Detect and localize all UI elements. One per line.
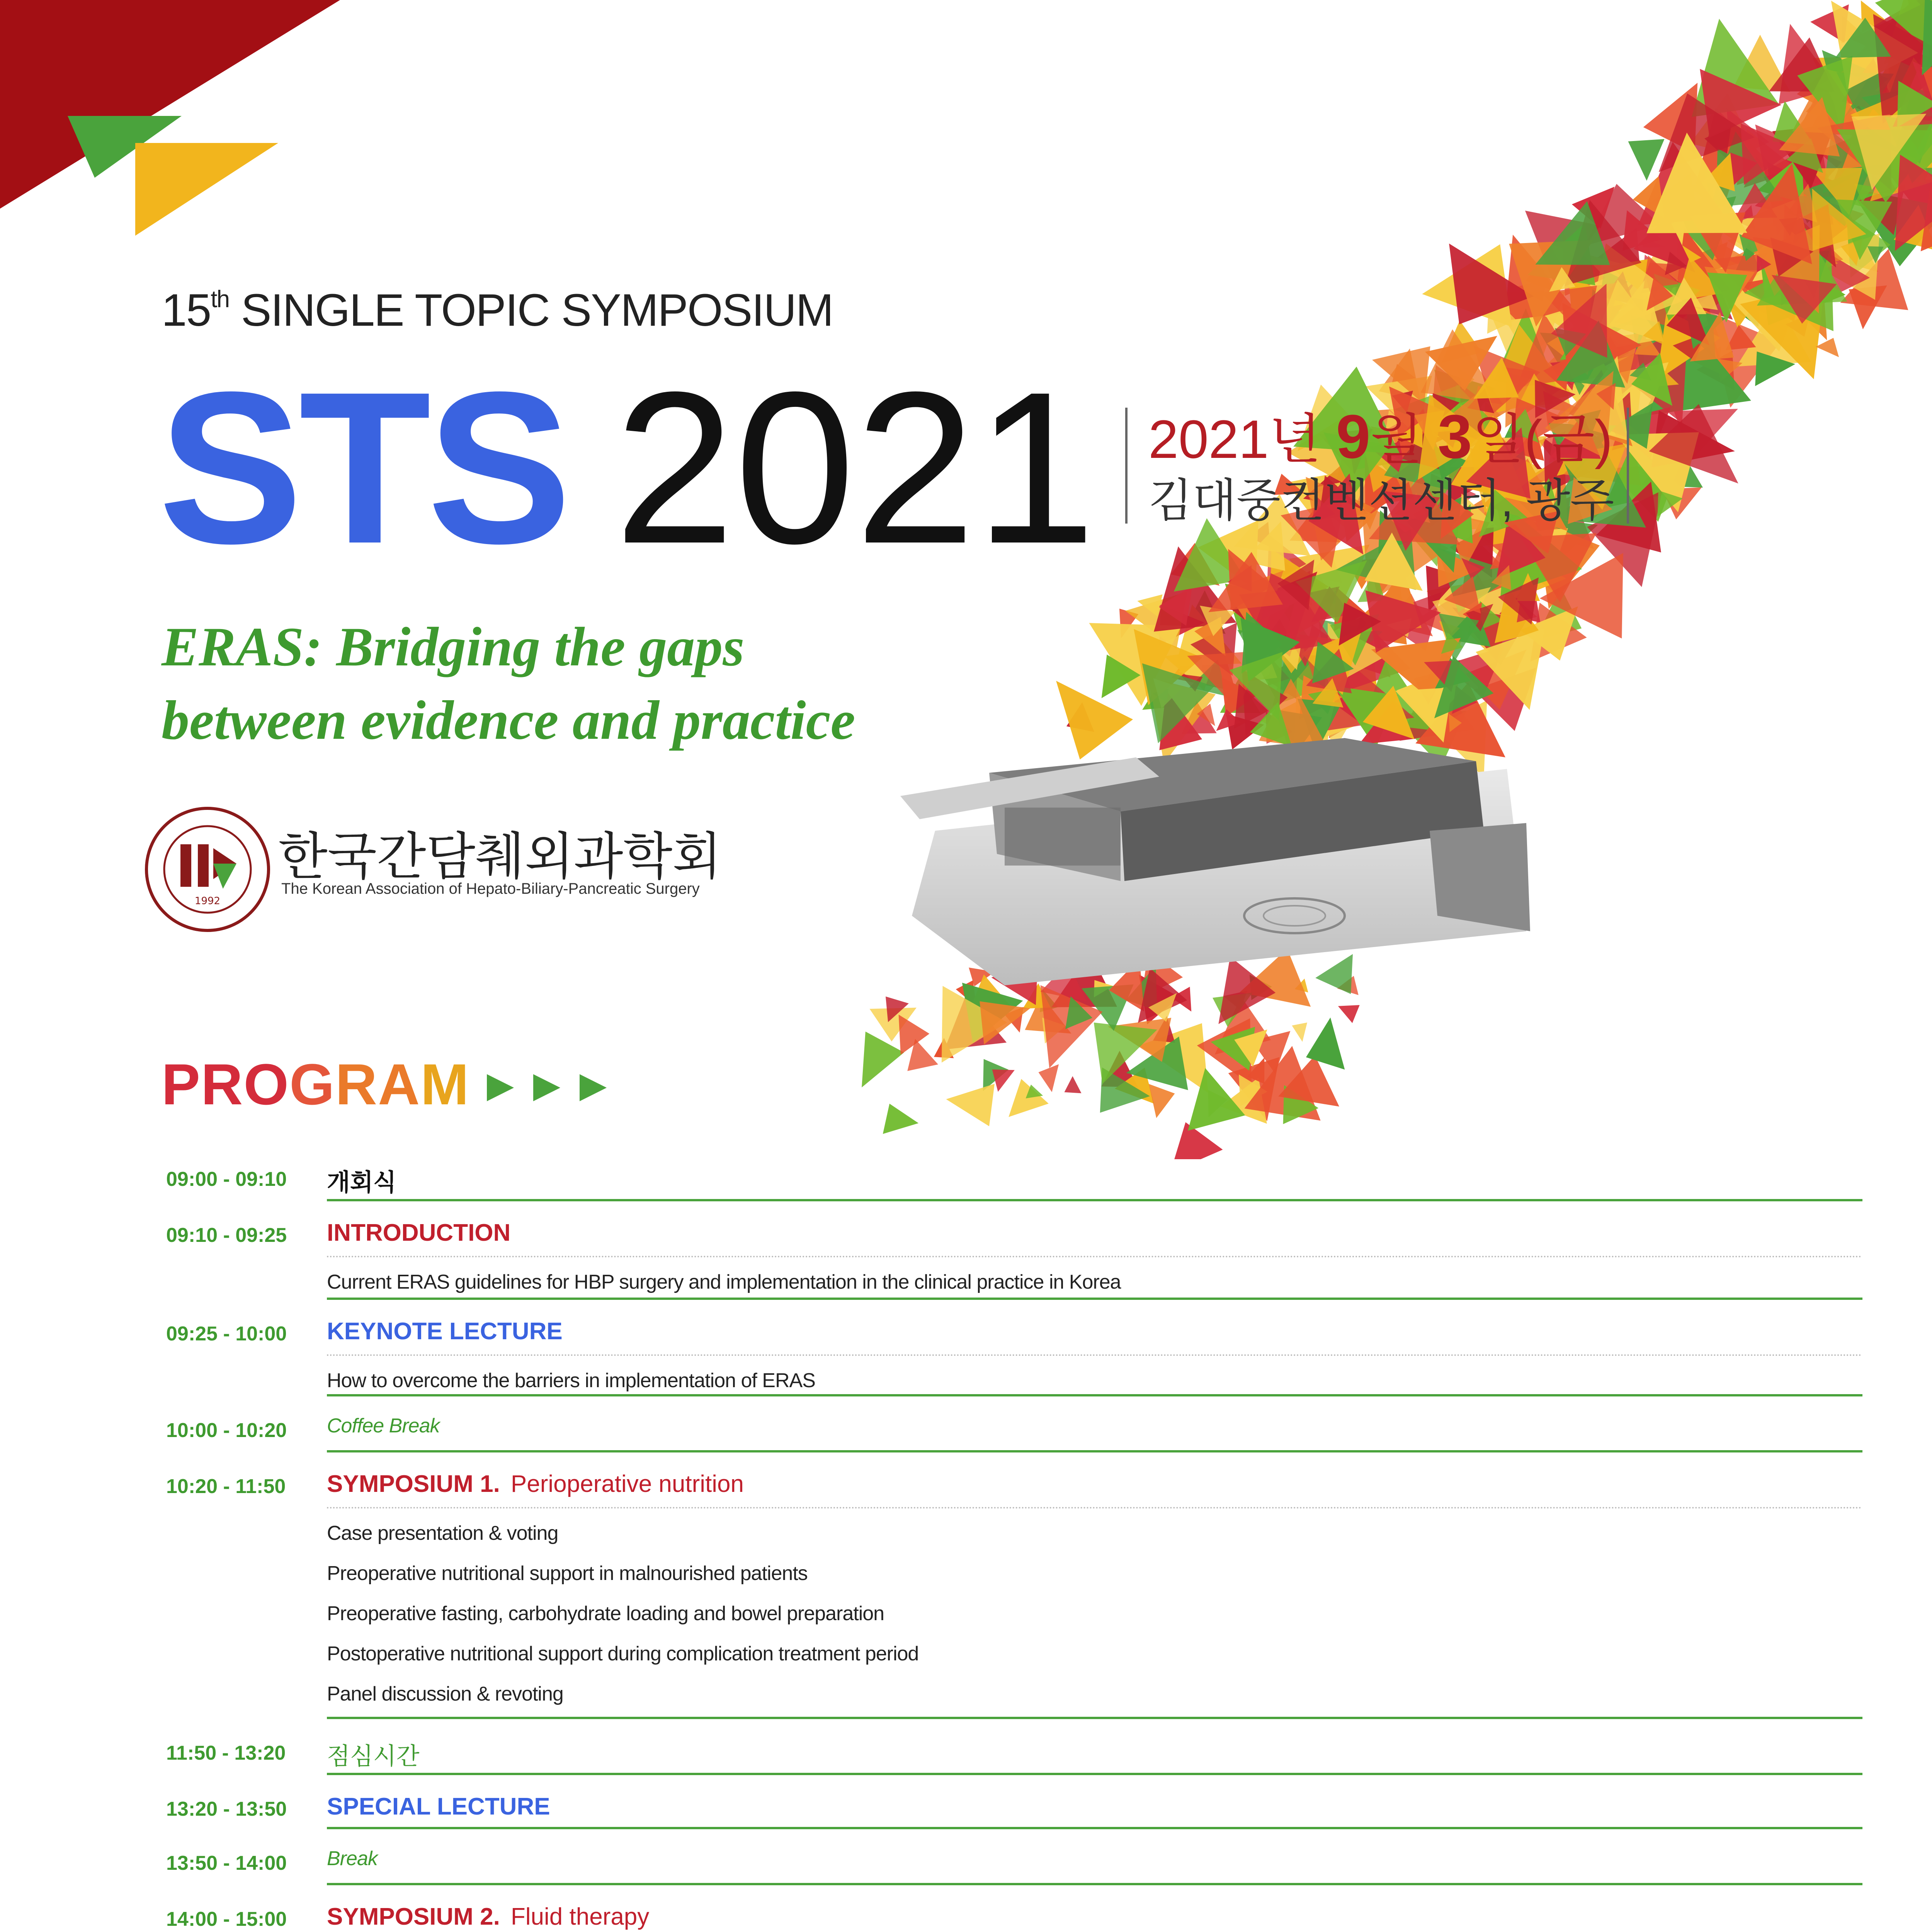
confetti-triangle <box>1292 1022 1307 1042</box>
session-talk: Preoperative nutritional support in malnourished patients <box>327 1562 808 1585</box>
date-day: 3 <box>1437 402 1472 471</box>
dotted-divider <box>327 1354 1862 1356</box>
session-subtitle: Fluid therapy <box>510 1903 650 1930</box>
corner-yellow-triangle <box>135 143 278 236</box>
confetti-triangle <box>946 1084 995 1126</box>
session-title-text: KEYNOTE LECTURE <box>327 1318 563 1345</box>
session-time: 09:00 - 09:10 <box>166 1168 287 1190</box>
date-divider-right <box>1627 408 1629 524</box>
session-talk: Panel discussion & revoting <box>327 1683 563 1705</box>
session-subtitle: Perioperative nutrition <box>510 1471 744 1497</box>
theme-line-1: ERAS: Bridging the gaps <box>162 616 745 678</box>
session-title-text: INTRODUCTION <box>327 1219 511 1246</box>
confetti-triangle <box>1065 1076 1082 1093</box>
ordinal-number: 15 <box>162 285 211 336</box>
session-time: 11:50 - 13:20 <box>166 1742 286 1764</box>
session-talk: Case presentation & voting <box>327 1522 558 1544</box>
session-talk: Postoperative nutritional support during complication treatment period <box>327 1643 919 1665</box>
session-title-text: 개회식 <box>327 1169 396 1196</box>
heading-part-3: RA <box>335 1052 421 1117</box>
section-divider <box>327 1450 1862 1452</box>
confetti-triangle <box>883 1104 918 1134</box>
symposium-subtitle <box>162 284 833 337</box>
session-title <box>327 1903 649 1930</box>
confetti-triangle <box>980 1001 1030 1044</box>
session-title-text: Break <box>327 1847 378 1870</box>
confetti-triangle <box>1816 338 1839 357</box>
heading-part-1: PRO <box>162 1052 290 1117</box>
symposium-theme <box>162 611 855 757</box>
acronym-title: STS <box>158 347 568 588</box>
triple-arrow-icon <box>483 1070 630 1105</box>
session-title-text: SYMPOSIUM 1. <box>327 1471 500 1497</box>
ordinal-suffix: th <box>211 286 229 313</box>
session-title-text: SYMPOSIUM 2. <box>327 1903 500 1930</box>
seal-year: 1992 <box>194 895 221 907</box>
confetti-triangle <box>1009 1079 1049 1117</box>
session-time: 13:20 - 13:50 <box>166 1798 287 1820</box>
section-divider <box>327 1717 1862 1719</box>
heading-part-2: G <box>289 1052 335 1117</box>
session-time: 09:10 - 09:25 <box>166 1224 287 1247</box>
corner-decoration <box>0 0 348 240</box>
session-title-text: 점심시간 <box>327 1743 420 1770</box>
section-divider <box>327 1394 1862 1396</box>
theme-line-2: between evidence and practice <box>162 690 855 751</box>
session-time: 10:00 - 10:20 <box>166 1419 287 1442</box>
program-heading <box>162 1051 469 1118</box>
confetti-triangle <box>862 1032 904 1088</box>
date-year: 2021 <box>1148 409 1269 469</box>
dotted-divider <box>327 1507 1862 1509</box>
section-divider <box>327 1199 1862 1201</box>
session-title <box>327 1793 550 1820</box>
society-name-korean: 한국간담췌외과학회 <box>278 828 722 885</box>
session-talk: Preoperative fasting, carbohydrate loading and bowel preparation <box>327 1602 884 1625</box>
session-title <box>327 1847 378 1870</box>
event-venue: 김대중컨벤션센터, 광주 <box>1148 475 1614 526</box>
session-time: 13:50 - 14:00 <box>166 1852 287 1874</box>
session-title <box>327 1470 744 1498</box>
date-divider-left <box>1125 408 1128 524</box>
subtitle-text: SINGLE TOPIC SYMPOSIUM <box>241 285 833 336</box>
date-month-unit: 월 <box>1370 409 1438 469</box>
confetti-triangle <box>1628 139 1665 181</box>
dotted-divider <box>327 1256 1862 1257</box>
session-title-text: SPECIAL LECTURE <box>327 1793 550 1820</box>
convention-center-image <box>889 715 1546 993</box>
section-divider <box>327 1298 1862 1300</box>
confetti-triangle <box>1149 1084 1175 1118</box>
session-title <box>327 1737 420 1771</box>
section-divider <box>327 1773 1862 1775</box>
session-talk: Current ERAS guidelines for HBP surgery and implementation in the clinical practice in Korea <box>327 1271 1121 1293</box>
confetti-triangle <box>1338 1005 1360 1023</box>
session-time: 14:00 - 15:00 <box>166 1908 287 1930</box>
society-name-english: The Korean Association of Hepato-Biliary-Pancreatic Surgery <box>281 880 700 897</box>
session-time: 09:25 - 10:00 <box>166 1323 287 1345</box>
confetti-triangle <box>992 1070 1015 1092</box>
section-divider <box>327 1883 1862 1885</box>
session-title <box>327 1219 510 1247</box>
date-weekday: (금) <box>1524 409 1613 469</box>
heading-part-4: M <box>420 1052 470 1117</box>
confetti-triangle <box>1039 1064 1059 1092</box>
date-month: 9 <box>1336 402 1371 471</box>
event-date <box>1148 396 1612 474</box>
session-talk: How to overcome the barriers in implementation of ERAS <box>327 1369 815 1392</box>
date-day-unit: 일 <box>1472 409 1524 469</box>
session-title-text: Coffee Break <box>327 1415 440 1437</box>
year-title: 2021 <box>614 347 1096 588</box>
session-time: 10:20 - 11:50 <box>166 1475 286 1498</box>
section-divider <box>327 1827 1862 1829</box>
date-year-unit: 년 <box>1269 409 1336 469</box>
session-title <box>327 1318 563 1345</box>
session-title <box>327 1163 396 1197</box>
session-title <box>327 1414 440 1437</box>
society-seal-logo <box>144 806 271 933</box>
